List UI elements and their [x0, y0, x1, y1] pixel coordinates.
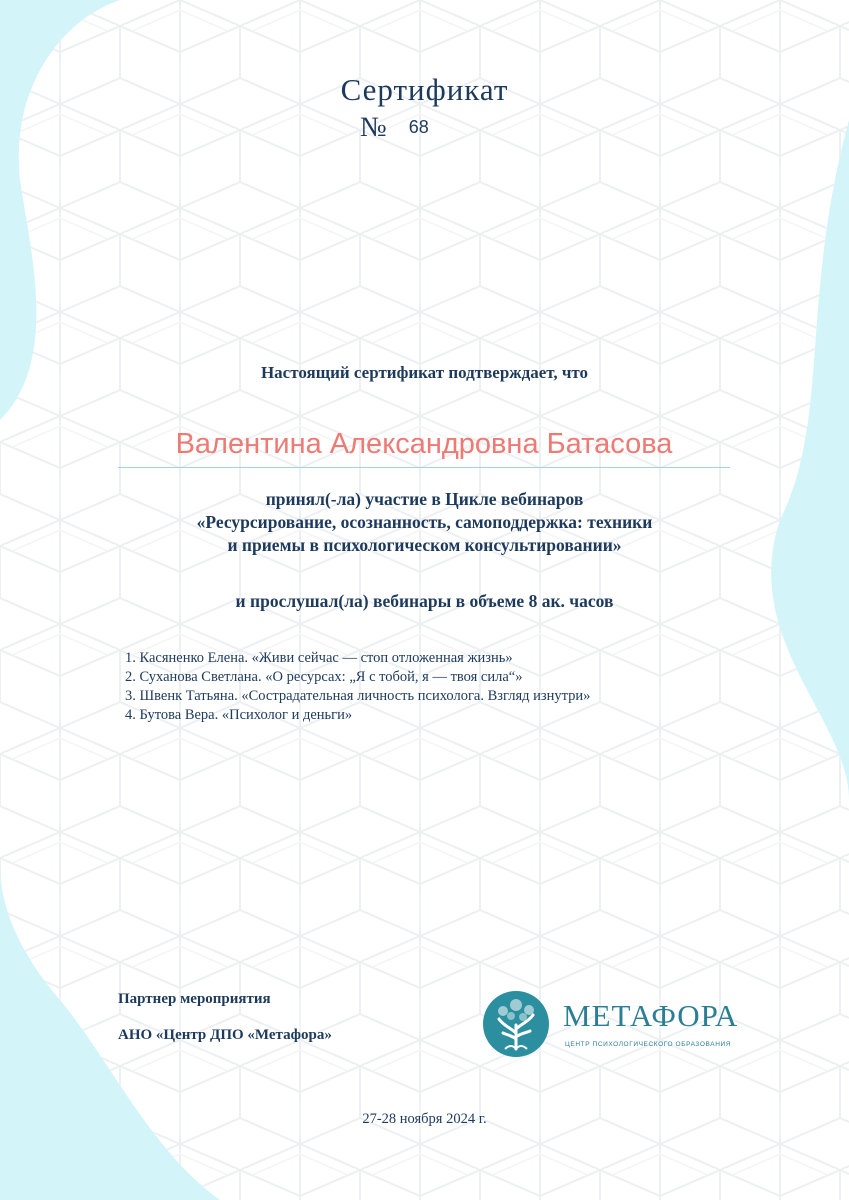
- certificate-title: Сертификат: [340, 72, 509, 107]
- partner-organization: АНО «Центр ДПО «Метафора»: [118, 1027, 332, 1043]
- event-date: 27-28 ноября 2024 г.: [362, 1111, 487, 1127]
- participation-line-1: принял(-ла) участие в Цикле вебинаров: [265, 489, 584, 509]
- recipient-name: Валентина Александровна Батасова: [118, 428, 730, 468]
- certificate-number-row: [360, 112, 429, 144]
- logo-name: МЕТАФОРА: [563, 998, 739, 1033]
- list-item: 2. Суханова Светлана. «О ресурсах: „Я с тобой, я — твоя сила“»: [125, 669, 523, 685]
- list-item: 1. Касяненко Елена. «Живи сейчас — стоп отложенная жизнь»: [125, 650, 513, 666]
- tree-logo-icon: [481, 989, 551, 1059]
- hours-text: и прослушал(ла) вебинары в объеме 8 ак. часов: [235, 591, 614, 611]
- number-sign: №: [360, 112, 387, 143]
- speaker-list: [125, 649, 590, 725]
- participation-line-2: «Ресурсирование, осознанность, самоподдержка: техники: [196, 512, 653, 532]
- metafora-logo: [481, 989, 741, 1063]
- participation-line-3: и приемы в психологическом консультировании»: [227, 535, 622, 555]
- partner-label: Партнер мероприятия: [118, 991, 271, 1007]
- certificate-number: 68: [408, 117, 429, 137]
- logo-subtitle: ЦЕНТР ПСИХОЛОГИЧЕСКОГО ОБРАЗОВАНИЯ: [565, 1041, 732, 1048]
- list-item: 4. Бутова Вера. «Психолог и деньги»: [125, 707, 353, 723]
- participation-text: [0, 488, 849, 557]
- confirmation-text: Настоящий сертификат подтверждает, что: [260, 363, 589, 382]
- list-item: 3. Швенк Татьяна. «Сострадательная личность психолога. Взгляд изнутри»: [125, 688, 591, 704]
